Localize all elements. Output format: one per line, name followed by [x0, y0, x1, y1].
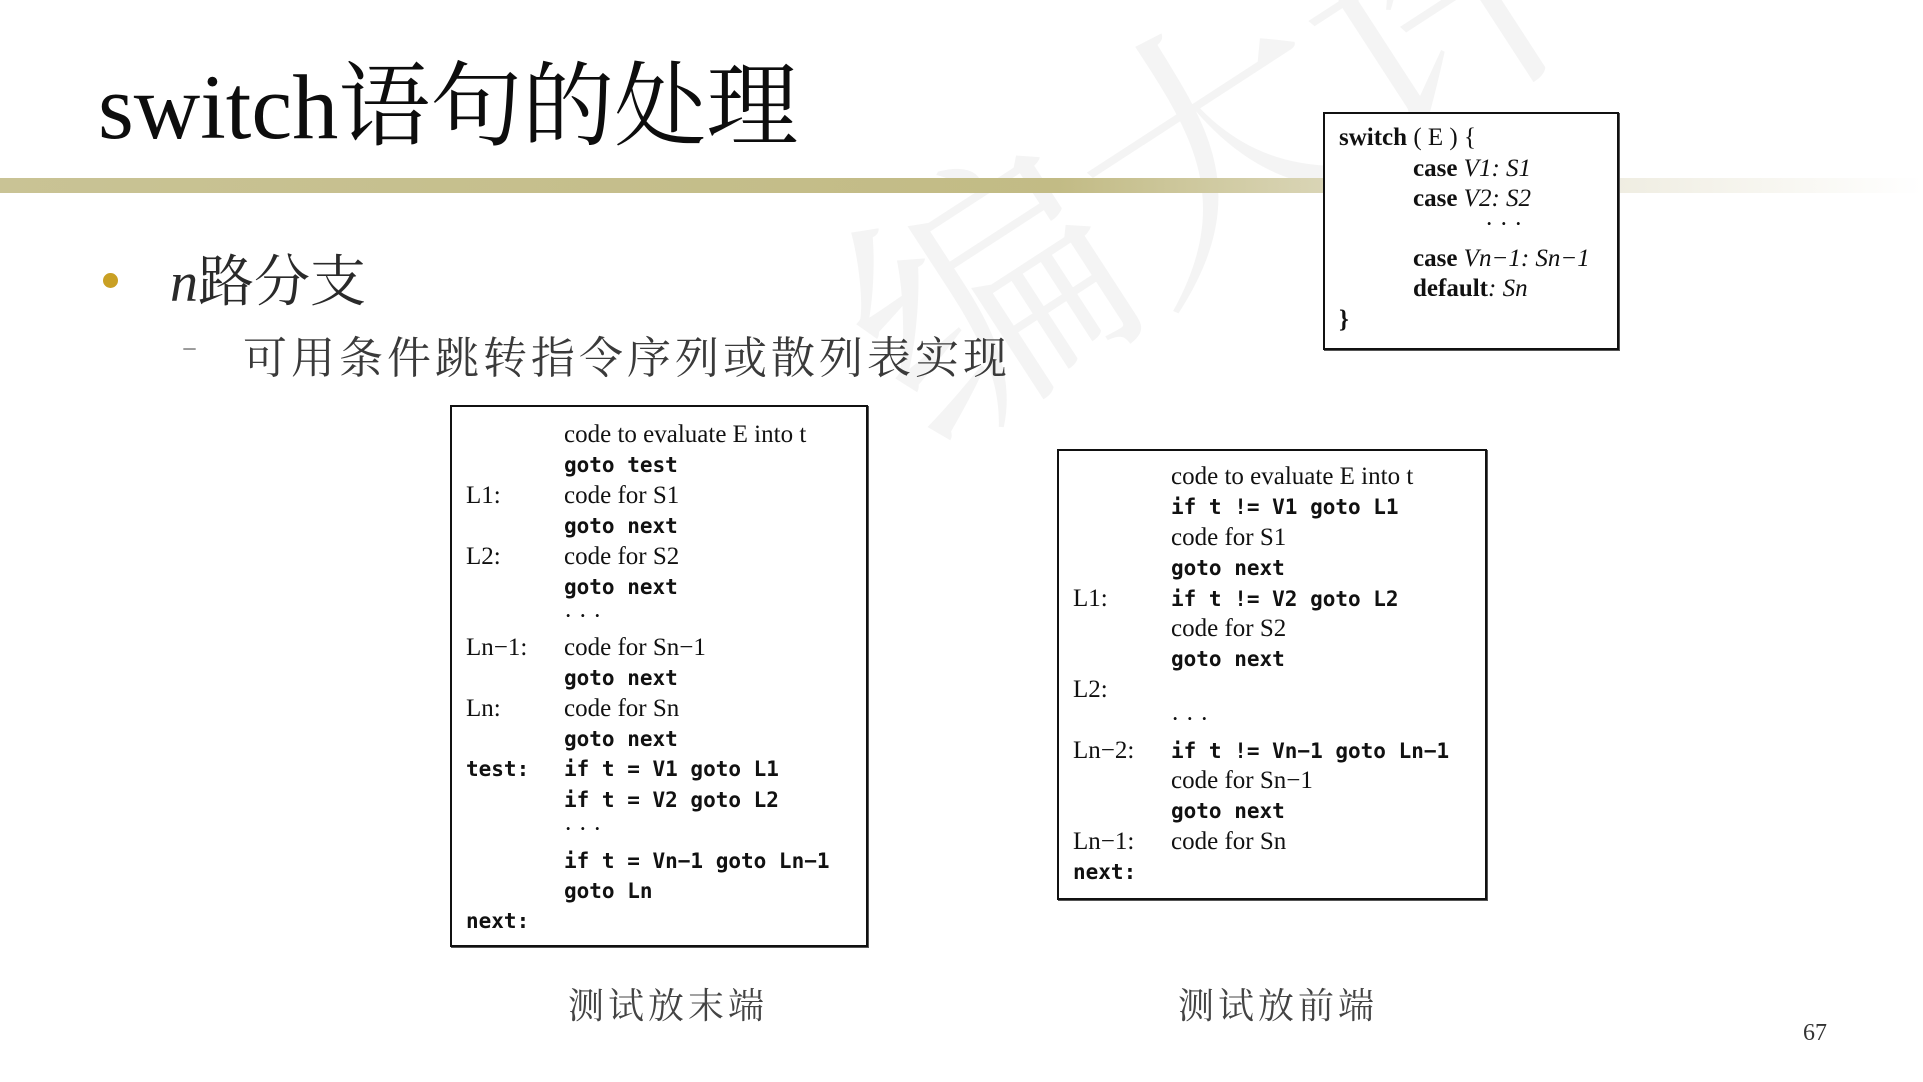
code-row — [452, 512, 866, 540]
code-row — [452, 877, 866, 905]
code-label: L1: — [1073, 584, 1108, 612]
code-row — [1059, 767, 1485, 795]
code-row — [1059, 858, 1485, 886]
switch-line — [1339, 124, 1476, 152]
code-text: if t = Vn−1 goto Ln−1 — [564, 848, 830, 873]
switch-rest: ( E ) { — [1407, 124, 1476, 151]
code-text: · · · — [564, 603, 602, 631]
ellipsis: · · · — [1485, 211, 1523, 238]
code-row — [452, 847, 866, 875]
code-row — [452, 907, 866, 935]
code-text: goto next — [564, 727, 678, 751]
code-row — [452, 421, 866, 449]
code-text: goto next — [564, 514, 678, 539]
case-rest: V1: S1 — [1457, 155, 1532, 182]
code-box-test-at-front — [1057, 449, 1487, 900]
title-underline-bar — [0, 178, 1923, 193]
case-line-2 — [1413, 185, 1531, 213]
code-row — [452, 634, 866, 662]
code-row — [452, 664, 866, 692]
code-text: if t = V2 goto L2 — [564, 787, 779, 812]
code-row — [452, 755, 866, 783]
code-row — [452, 482, 866, 510]
default-keyword: default — [1413, 275, 1488, 302]
code-row — [452, 816, 866, 844]
bullet-dot-icon — [103, 273, 118, 288]
code-row — [452, 451, 866, 479]
bullet-main — [170, 238, 366, 318]
code-row — [1059, 585, 1485, 613]
caption-test-at-end: 测试放末端 — [568, 986, 769, 1027]
code-text: goto next — [1171, 647, 1285, 672]
bullet-variable: n — [170, 252, 198, 314]
code-row — [452, 725, 866, 753]
case-rest: Vn−1: Sn−1 — [1457, 245, 1590, 272]
case-line-1 — [1413, 155, 1531, 183]
code-row — [1059, 645, 1485, 673]
code-text: if t != V2 goto L2 — [1171, 586, 1399, 611]
case-line-n1 — [1413, 245, 1590, 273]
code-row — [452, 695, 866, 723]
code-text: code to evaluate E into t — [1171, 463, 1414, 490]
code-label: Ln: — [466, 694, 501, 722]
code-text: if t = V1 goto L1 — [564, 757, 779, 782]
code-row — [1059, 737, 1485, 765]
code-row — [1059, 463, 1485, 491]
code-row — [452, 786, 866, 814]
code-label: Ln−1: — [466, 633, 528, 661]
code-text: goto next — [1171, 799, 1285, 824]
code-text: goto test — [564, 453, 678, 478]
case-keyword: case — [1413, 185, 1458, 212]
case-rest: V2: S2 — [1457, 185, 1532, 212]
code-text: goto next — [564, 666, 678, 691]
case-keyword: case — [1413, 155, 1458, 182]
code-text: code for Sn−1 — [564, 633, 706, 661]
code-label: test: — [466, 757, 530, 782]
code-text: code for S1 — [564, 481, 680, 509]
code-text: code for S1 — [1171, 523, 1287, 551]
code-row — [1059, 524, 1485, 552]
code-text: if t != V1 goto L1 — [1171, 495, 1399, 520]
ellipsis-line — [1485, 211, 1522, 239]
code-label: next: — [1073, 860, 1137, 885]
code-row — [1059, 554, 1485, 582]
sub-bullet-text: 可用条件跳转指令序列或散列表实现 — [243, 333, 1011, 384]
code-box-test-at-end — [450, 405, 868, 947]
code-text: code for Sn−1 — [1171, 767, 1313, 794]
switch-keyword: switch — [1339, 124, 1408, 151]
code-text: · · · — [1171, 706, 1209, 734]
code-text: goto Ln — [564, 879, 653, 903]
slide-title: switch语句的处理 — [98, 56, 799, 158]
code-row — [452, 573, 866, 601]
code-text: goto next — [1171, 556, 1285, 581]
code-label: L1: — [466, 481, 501, 509]
code-row — [452, 543, 866, 571]
code-label: Ln−1: — [1073, 827, 1135, 855]
code-row — [1059, 615, 1485, 643]
closing-brace — [1339, 306, 1349, 334]
code-text: code for S2 — [564, 542, 680, 570]
default-rest: : Sn — [1488, 275, 1528, 302]
code-text: if t != Vn−1 goto Ln−1 — [1171, 738, 1450, 763]
code-row — [1059, 706, 1485, 734]
code-row — [1059, 828, 1485, 856]
code-text: code for Sn — [1171, 827, 1287, 855]
code-label: next: — [466, 909, 530, 934]
code-label: L2: — [466, 542, 501, 570]
code-label: L2: — [1073, 675, 1108, 703]
sub-bullet-dash: – — [182, 330, 197, 365]
code-row — [1059, 493, 1485, 521]
code-text: code for S2 — [1171, 615, 1287, 642]
watermark-text — [760, 0, 1877, 515]
bullet-text: 路分支 — [198, 250, 366, 315]
code-text: goto next — [564, 575, 678, 599]
code-row — [1059, 797, 1485, 825]
default-line — [1413, 275, 1528, 303]
page-number: 67 — [1803, 1020, 1827, 1046]
case-keyword: case — [1413, 245, 1458, 272]
code-row — [452, 603, 866, 631]
code-row — [1059, 676, 1485, 704]
code-label: Ln−2: — [1073, 736, 1135, 764]
code-text: code to evaluate E into t — [564, 421, 807, 448]
code-text: code for Sn — [564, 694, 680, 722]
caption-test-at-front: 测试放前端 — [1178, 986, 1379, 1027]
brace: } — [1339, 306, 1349, 333]
switch-syntax-box — [1323, 112, 1619, 350]
code-text: · · · — [564, 816, 602, 844]
